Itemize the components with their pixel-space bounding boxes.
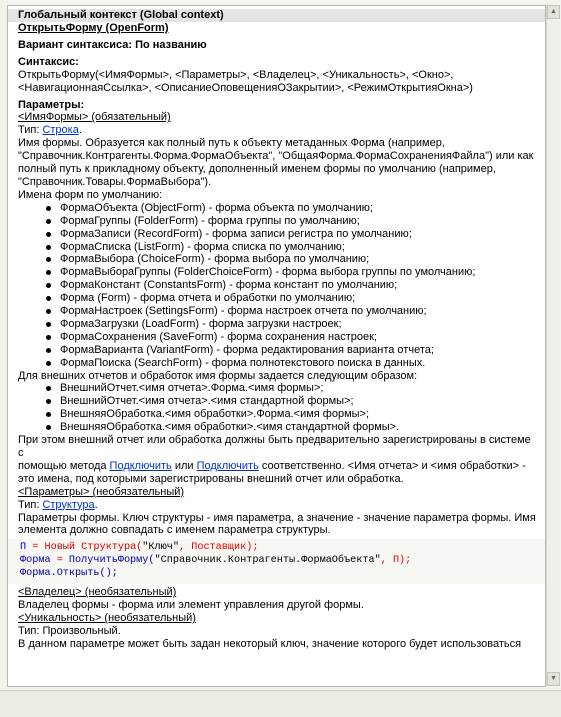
code-token: П [20,542,27,554]
code-token: = [26,542,45,554]
list-item: ФормаОбъекта (ObjectForm) - форма объекта по умолчанию; [43,202,536,215]
external-note-1: При этом внешний отчет или обработка должны быть предварительно зарегистрированы в системе с [18,434,531,459]
external-note-3: это имена, под которыми зарегистрированы внешний отчет или обработка. [18,472,404,485]
syntax-variant: Вариант синтаксиса: По названию [18,38,207,51]
list-item: ФормаВыбораГруппы (FolderChoiceForm) - форма выбора группы по умолчанию; [43,266,536,279]
list-item: ФормаСохранения (SaveForm) - форма сохранения настроек; [43,331,536,344]
note-text: соответственно. <Имя отчета> и <имя обработки> - [258,459,526,472]
code-line [20,554,535,567]
list-item: ФормаЗагрузки (LoadForm) - форма загрузки настроек; [43,318,536,331]
vertical-scrollbar[interactable] [546,5,560,686]
param-owner-title: <Владелец> (необязательный) [18,586,177,599]
param-params-desc-1: Параметры формы. Ключ структуры - имя параметра, а значение - значение параметра формы. Имя [18,511,536,524]
param-owner-desc: Владелец формы - форма или элемент управления другой формы. [18,599,364,612]
code-line [20,541,535,554]
type-label: Тип: [18,124,43,137]
code-token: , Поставщик); [178,542,259,554]
list-item: ФормаСписка (ListForm) - форма списка по умолчанию; [43,241,536,254]
external-forms-list [18,382,536,434]
param-formname-desc-3: полный путь к прикладному объекту, дополненный именем формы по умолчанию (например, [18,163,496,176]
list-item: ФормаЗаписи (RecordForm) - форма записи регистра по умолчанию; [43,228,536,241]
type-link-string[interactable]: Строка [42,124,79,137]
param-formname-desc-2: "Справочник.Контрагенты.Форма.ФормаОбъекта", "ОбщаяФорма.ФормаСохраненияФайла") или как [18,150,534,163]
list-item: ФормаКонстант (ConstantsForm) - форма констант по умолчанию; [43,279,536,292]
external-note-2 [18,460,536,473]
list-item: ФормаПоиска (SearchForm) - форма полнотекстового поиска в данных. [43,357,536,370]
code-example [8,539,545,584]
defaults-intro: Имена форм по умолчанию: [18,188,163,201]
syntax-line-2: <НавигационнаяСсылка>, <ОписаниеОповещенияОЗакрытии>, <РежимОткрытияОкна>) [18,81,473,94]
type-suffix: . [78,124,82,137]
list-item: ВнешняяОбработка.<имя обработки>.<имя стандартной формы>. [43,421,536,434]
param-formname-title: <ИмяФормы> (обязательный) [18,111,171,124]
list-item: ВнешнийОтчет.<имя отчета>.<имя стандартной формы>; [43,395,536,408]
code-token: "Ключ" [142,542,179,554]
list-item: ВнешнийОтчет.<имя отчета>.Форма.<имя формы>; [43,382,536,395]
param-formname-desc-4: "Справочник.Товары.ФормаВыбора"). [18,175,212,188]
syntax-line-1: ОткрытьФорму(<ИмяФормы>, <Параметры>, <Владелец>, <Уникальность>, <Окно>, [18,68,454,81]
param-params-title: <Параметры> (необязательный) [18,485,185,498]
param-params-type [18,499,536,512]
external-intro: Для внешних отчетов и обработок имя формы задается следующим образом: [18,369,418,382]
code-token: Новый [44,542,76,554]
connect-link[interactable]: Подключить [196,459,259,472]
connect-link[interactable]: Подключить [109,459,172,472]
param-formname-type [18,124,536,137]
note-text: помощью метода [18,459,110,472]
param-formname-desc-1: Имя формы. Образуется как полный путь к объекту метаданных Форма (например, [18,137,445,150]
code-token: ПолучитьФорму( [68,555,155,567]
type-suffix: . [94,498,98,511]
list-item: ФормаВарианта (VariantForm) - форма редактирования варианта отчета; [43,344,536,357]
list-item: Форма (Form) - форма отчета и обработки по умолчанию; [43,292,536,305]
bottom-panel [0,690,561,717]
list-item: ВнешняяОбработка.<имя обработки>.Форма.<имя формы>; [43,408,536,421]
scroll-down-icon[interactable]: ▼ [547,672,560,686]
param-unique-type: Тип: Произвольный. [18,625,121,638]
default-forms-list [18,202,536,370]
list-item: ФормаНастроек (SettingsForm) - форма настроек отчета по умолчанию; [43,305,536,318]
syntax-heading: Синтаксис: [18,55,79,68]
scroll-up-icon[interactable]: ▲ [547,5,560,19]
list-item: ФормаГруппы (FolderForm) - форма группы по умолчанию; [43,215,536,228]
param-params-desc-2: элемента должно совпадать с именем параметра структуры. [18,524,331,537]
params-heading: Параметры: [18,98,85,111]
param-unique-title: <Уникальность> (необязательный) [18,612,196,625]
code-token: = [50,555,69,567]
code-token: Структура( [75,542,143,554]
code-token: , П); [380,555,412,567]
code-token: "Справочник.Контрагенты.ФормаОбъекта" [154,555,381,567]
code-token: Форма [20,555,51,567]
type-link-structure[interactable]: Структура [42,498,95,511]
param-unique-desc: В данном параметре может быть задан некоторый ключ, значение которого будет использоваться [18,637,522,650]
list-item: ФормаВыбора (ChoiceForm) - форма выбора по умолчанию; [43,253,536,266]
code-token: .Открыть(); [50,568,118,580]
method-title: ОткрытьФорму (OpenForm) [18,22,169,34]
help-document [7,5,546,687]
note-text: или [171,459,197,472]
code-line [20,567,535,580]
type-label: Тип: [18,498,43,511]
context-header: Глобальный контекст (Global context) [8,9,545,22]
code-token: Форма [20,568,51,580]
